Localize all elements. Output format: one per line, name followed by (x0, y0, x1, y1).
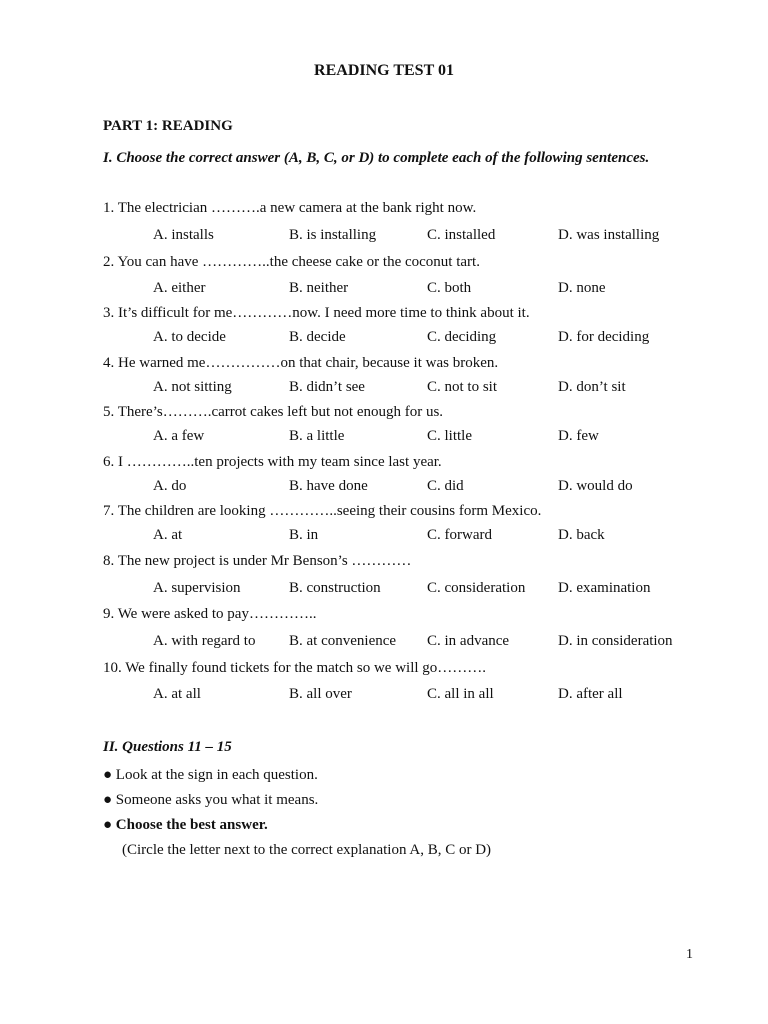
options-5 (153, 428, 713, 448)
option-7-d[interactable]: D. back (558, 527, 605, 543)
option-4-d[interactable]: D. don’t sit (558, 379, 626, 395)
option-10-a[interactable]: A. at all (153, 686, 201, 702)
options-4 (153, 379, 713, 399)
question-9: 9. We were asked to pay………….. (103, 606, 317, 622)
bullet-look-at-sign: ● Look at the sign in each question. (103, 767, 318, 783)
option-7-c[interactable]: C. forward (427, 527, 492, 543)
option-1-d[interactable]: D. was installing (558, 227, 660, 243)
options-10 (153, 686, 713, 706)
section2-title: II. Questions 11 – 15 (103, 739, 232, 755)
option-4-c[interactable]: C. not to sit (427, 379, 498, 395)
option-5-a[interactable]: A. a few (153, 428, 205, 444)
option-8-b[interactable]: B. construction (289, 580, 381, 596)
option-9-a[interactable]: A. with regard to (153, 633, 256, 649)
option-9-b[interactable]: B. at convenience (289, 633, 397, 649)
options-2 (153, 280, 713, 300)
option-1-b[interactable]: B. is installing (289, 227, 377, 243)
option-4-a[interactable]: A. not sitting (153, 379, 232, 395)
options-8 (153, 580, 713, 600)
option-6-c[interactable]: C. did (427, 478, 464, 494)
options-1 (153, 227, 713, 247)
bullet-choose-best: ● Choose the best answer. (103, 817, 268, 833)
option-3-a[interactable]: A. to decide (153, 329, 226, 345)
option-2-a[interactable]: A. either (153, 280, 206, 296)
options-7 (153, 527, 713, 547)
option-6-d[interactable]: D. would do (558, 478, 633, 494)
option-7-b[interactable]: B. in (289, 527, 319, 543)
option-4-b[interactable]: B. didn’t see (289, 379, 365, 395)
options-9 (153, 633, 713, 653)
option-2-c[interactable]: C. both (427, 280, 472, 296)
option-3-b[interactable]: B. decide (289, 329, 346, 345)
option-2-d[interactable]: D. none (558, 280, 606, 296)
option-10-d[interactable]: D. after all (558, 686, 623, 702)
options-6 (153, 478, 713, 498)
option-6-a[interactable]: A. do (153, 478, 187, 494)
option-2-b[interactable]: B. neither (289, 280, 349, 296)
option-3-c[interactable]: C. deciding (427, 329, 497, 345)
option-10-b[interactable]: B. all over (289, 686, 352, 702)
question-4: 4. He warned me……………on that chair, because it was broken. (103, 355, 499, 371)
option-6-b[interactable]: B. have done (289, 478, 368, 494)
option-1-c[interactable]: C. installed (427, 227, 496, 243)
question-2: 2. You can have …………..the cheese cake or the coconut tart. (103, 254, 480, 270)
option-1-a[interactable]: A. installs (153, 227, 214, 243)
option-9-c[interactable]: C. in advance (427, 633, 510, 649)
question-6: 6. I …………..ten projects with my team since last year. (103, 454, 442, 470)
question-1: 1. The electrician ……….a new camera at the bank right now. (103, 200, 477, 216)
question-3: 3. It’s difficult for me…………now. I need more time to think about it. (103, 305, 530, 321)
option-5-c[interactable]: C. little (427, 428, 472, 444)
option-9-d[interactable]: D. in consideration (558, 633, 673, 649)
option-8-a[interactable]: A. supervision (153, 580, 241, 596)
question-5: 5. There’s……….carrot cakes left but not enough for us. (103, 404, 444, 420)
option-7-a[interactable]: A. at (153, 527, 183, 543)
page-number: 1 (686, 947, 693, 962)
options-3 (153, 329, 713, 349)
instruction-note: (Circle the letter next to the correct explanation A, B, C or D) (122, 842, 492, 858)
option-10-c[interactable]: C. all in all (427, 686, 494, 702)
section1-instruction: I. Choose the correct answer (A, B, C, or D) to complete each of the following sentences. (103, 150, 650, 166)
option-8-d[interactable]: D. examination (558, 580, 651, 596)
option-5-d[interactable]: D. few (558, 428, 599, 444)
option-3-d[interactable]: D. for deciding (558, 329, 650, 345)
page-title: READING TEST 01 (314, 62, 454, 79)
bullet-someone-asks: ● Someone asks you what it means. (103, 792, 319, 808)
part-title: PART 1: READING (103, 118, 233, 134)
option-8-c[interactable]: C. consideration (427, 580, 526, 596)
question-8: 8. The new project is under Mr Benson’s ………… (103, 553, 412, 569)
option-5-b[interactable]: B. a little (289, 428, 345, 444)
question-7: 7. The children are looking …………..seeing their cousins form Mexico. (103, 503, 542, 519)
question-10: 10. We finally found tickets for the match so we will go………. (103, 660, 487, 676)
